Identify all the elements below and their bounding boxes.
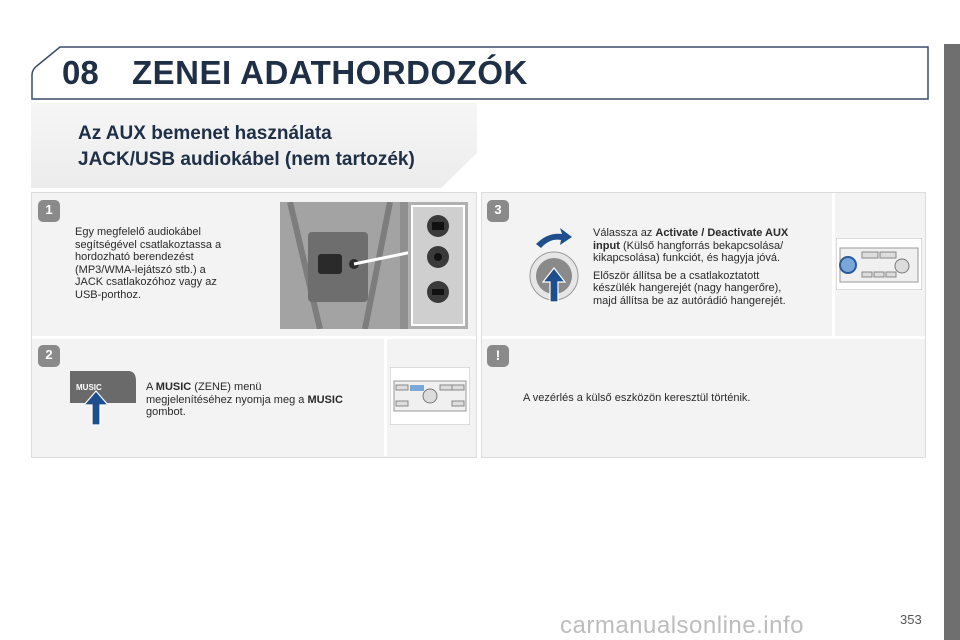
step-3-para2-line: majd állítsa be az autórádió hangerejét. xyxy=(593,294,786,307)
step-3-activate-bold: Activate / Deactivate AUX xyxy=(655,227,789,239)
step-1-line: JACK csatlakozóhoz vagy az xyxy=(75,276,217,288)
step-1-line: USB-porthoz. xyxy=(75,288,142,301)
step-3-line2: (Külső hangforrás bekapcsolása/ xyxy=(619,239,784,252)
warning-badge-mark: ! xyxy=(495,347,501,363)
step-1-badge-number: 1 xyxy=(45,202,53,217)
step-2-text-mid: (ZENE) menü xyxy=(191,381,262,393)
dial-turn-press-icon xyxy=(526,224,582,304)
jack-usb-console-photo xyxy=(280,202,468,329)
page-number: 353 xyxy=(900,612,922,627)
radio-panel-illustration-step2 xyxy=(390,367,470,425)
step-2-music-bold: MUSIC xyxy=(155,381,192,393)
step-3-para2-line: Először állítsa be a csatlakoztatott xyxy=(593,269,760,282)
step-2-badge-number: 2 xyxy=(45,347,53,362)
radio-panel-illustration-step3 xyxy=(836,238,922,290)
step2-divider xyxy=(384,339,387,456)
step-3-input-bold: input xyxy=(593,239,620,252)
chapter-number: 08 xyxy=(62,54,99,91)
step-1-text xyxy=(75,226,221,301)
step-1-line: Egy megfelelő audiokábel xyxy=(75,226,201,238)
watermark: carmanualsonline.info xyxy=(560,612,804,639)
step3-divider xyxy=(832,193,835,336)
section-title-line2: JACK/USB audiokábel (nem tartozék) xyxy=(78,149,415,170)
section-title-line1: Az AUX bemenet használata xyxy=(78,123,332,144)
step-3-line3: kikapcsolása) funkciót, és hagyja jóvá. xyxy=(593,252,781,264)
step-2-line3: gombot. xyxy=(146,406,186,418)
right-panel-divider xyxy=(482,336,925,339)
step-3-badge-number: 3 xyxy=(494,202,502,217)
note-text: A vezérlés a külső eszközön keresztül történik. xyxy=(523,392,751,404)
step-2-text-prefix: A xyxy=(146,381,156,393)
step-3-text xyxy=(593,227,788,307)
step-1-line: hordozható berendezést xyxy=(75,251,194,263)
step-2-text xyxy=(146,381,343,419)
right-edge-bar xyxy=(944,44,960,640)
music-button-icon xyxy=(70,367,140,427)
left-panel-divider xyxy=(32,336,476,339)
step-1-line: (MP3/WMA-lejátszó stb.) a xyxy=(75,263,206,276)
step-3-para2-line: készülék hangerejét (nagy hangerőre), xyxy=(593,282,782,294)
step-1-line: segítségével csatlakoztassa a xyxy=(75,238,222,251)
section-title-box xyxy=(31,103,477,189)
step-2-line2: megjelenítéséhez nyomja meg a xyxy=(146,393,308,406)
chapter-title: ZENEI ADATHORDOZÓK xyxy=(132,54,528,91)
step-3-prefix: Válassza az xyxy=(593,227,656,239)
music-button-label: MUSIC xyxy=(76,383,102,392)
step-2-music-bold-2: MUSIC xyxy=(307,393,343,406)
